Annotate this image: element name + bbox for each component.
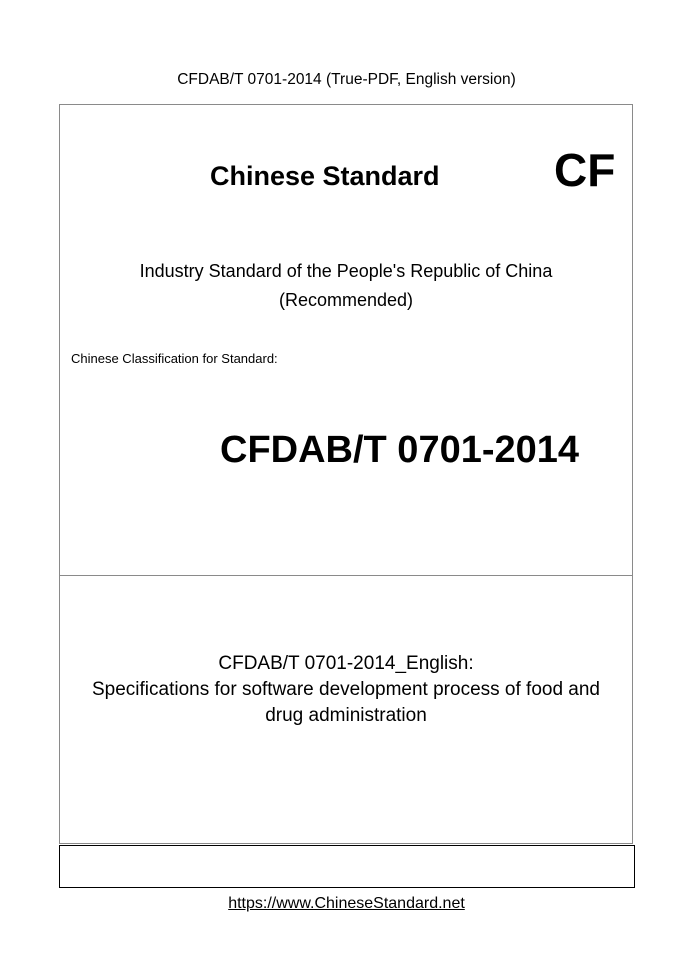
website-link[interactable]: https://www.ChineseStandard.net xyxy=(228,895,465,912)
recommended-label: (Recommended) xyxy=(278,290,414,310)
document-title xyxy=(60,651,632,729)
page-header: CFDAB/T 0701-2014 (True-PDF, English version) xyxy=(177,71,516,88)
footer xyxy=(0,894,693,914)
classification-label: Chinese Classification for Standard: xyxy=(71,351,278,366)
cover-top-section xyxy=(60,105,632,576)
bottom-empty-box xyxy=(59,845,635,888)
title-line: CFDAB/T 0701-2014_English: xyxy=(218,653,474,674)
cover-frame xyxy=(59,104,633,844)
standard-number: CFDAB/T 0701-2014 xyxy=(220,429,580,471)
cf-mark: CF xyxy=(554,144,616,196)
title-line: drug administration xyxy=(265,705,427,726)
industry-standard-line: Industry Standard of the People's Republic of China xyxy=(139,261,553,281)
title-line: Specifications for software development process of food and xyxy=(91,679,600,700)
chinese-standard-heading: Chinese Standard xyxy=(210,161,440,191)
